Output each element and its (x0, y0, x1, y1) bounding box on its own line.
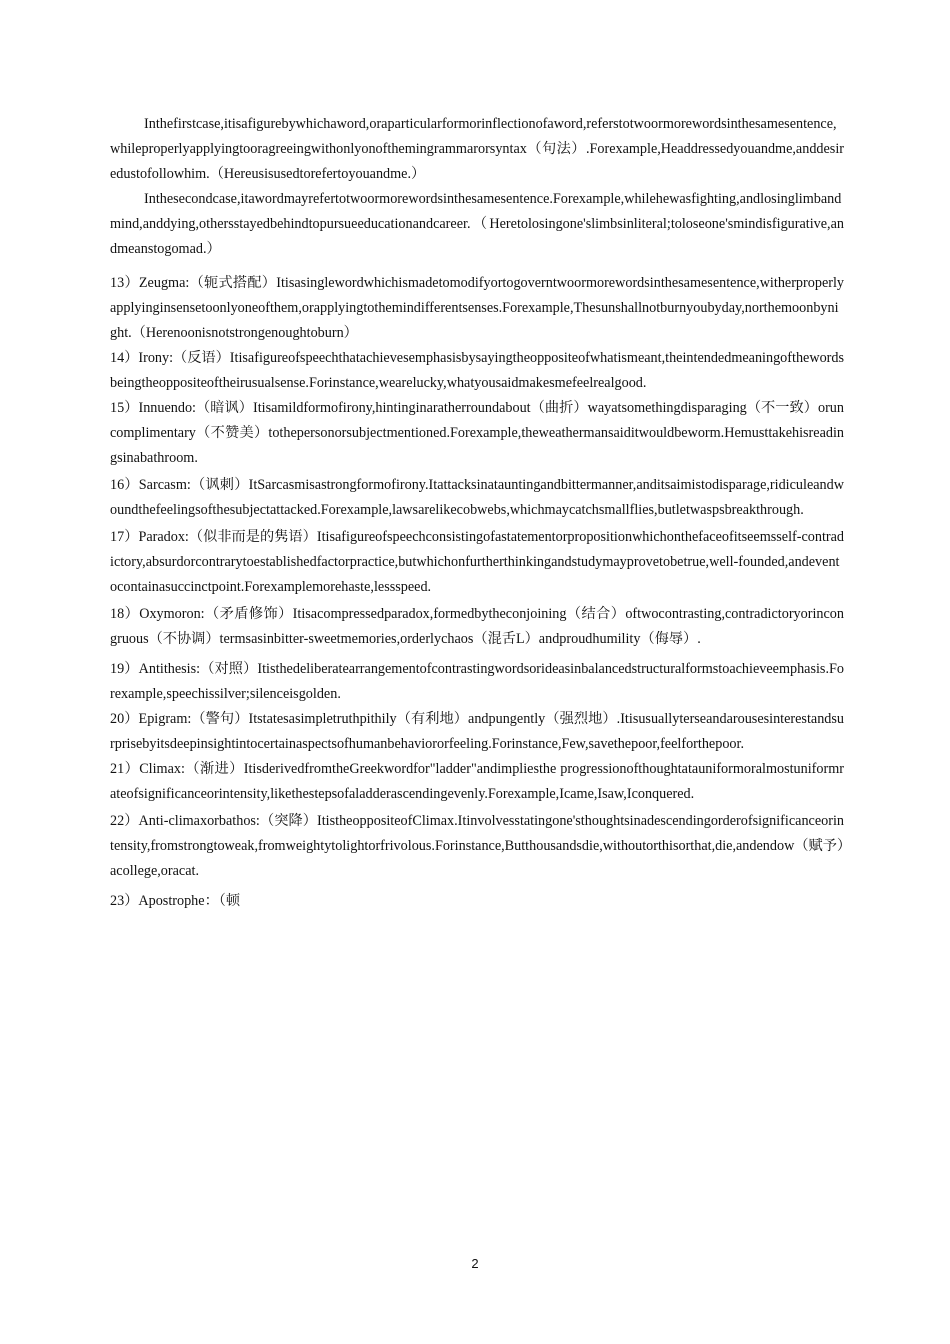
entry-innuendo: 15）Innuendo:（暗讽）Itisamildformofirony,hintinginaratherroundabout（曲折）wayatsomethingdisparaging（不一致）oruncomplimentary（不赞美）tothepersonorsubjectmentioned.Forexample,theweathermansaiditwouldbeworm.Hemusttakehisreadingsinabathroom. (110, 400, 844, 466)
entry-apostrophe: 23）Apostrophe：（顿 (110, 893, 241, 909)
entry-zeugma: 13）Zeugma:（轭式搭配）Itisasinglewordwhichismadetomodifyortogoverntwoormorewordsinthesamesentence,witherproperlyapplyinginsensetoonlyoneofthem,orapplyingtothemindifferentsenses.Forexample,Thesunshallnotburnyoubyday,northemoonbynight.（Herenoonisnotstrongenoughtoburn） (110, 275, 844, 341)
entry-antithesis: 19）Antithesis:（对照）Itisthedeliberatearrangementofcontrastingwordsorideasinbalancedstructuralformstoachieveemphasis.Forexample,speechissilver;silenceisgolden. (110, 661, 844, 702)
entry-irony: 14）Irony:（反语）Itisafigureofspeechthatachievesemphasisbysayingtheoppositeofwhatismeant,theintendedmeaningofthewordsbeingtheoppositeoftheirusualsense.Forinstance,wearelucky,whatyousaidmakesmefeelrealgood. (110, 350, 845, 391)
entry-climax: 21）Climax:（渐进）ItisderivedfromtheGreekwordfor"ladder"andimpliesthe progressionofthoughtatauniformoralmostuniformrateofsignificanceorintensity,likethestepsofaladderascendingevenly.Forexample,Icame,Isaw,Iconquered. (110, 761, 844, 802)
paragraph-first-case: Inthefirstcase,itisafigurebywhichaword,oraparticularformorinflectionofaword,referstotwoormorewordsinthesamesentence,whileproperlyapplyingtooragreeingwithonlyonofthemingrammarorsyntax（句法）.Forexample,Headdressedyouandme,anddesiredustofollowhim.（Hereusisusedtorefertoyouandme.） (110, 116, 844, 182)
paragraph-second-case: Inthesecondcase,itawordmayrefertotwoormorewordsinthesamesentence.Forexample,whilehewasfighting,andlosinglimbandmind,anddying,othersstayedbehindtopursueeducationandcareer.（Heretolosingone'slimbsinliteral;toloseone'smindisfigurative,andmeanstogomad.） (110, 191, 844, 257)
entry-epigram: 20）Epigram:（警句）Itstatesasimpletruthpithily（有利地）andpungently（强烈地）.Itisusuallyterseandarousesinterestandsurprisebyitsdeepinsightintocertainaspectsofhumanbehaviororfeeling.Forinstance,Few,savethepoor,feelforthepoor. (110, 711, 844, 752)
entry-anti-climax: 22）Anti-climaxorbathos:（突降）ItistheoppositeofClimax.Itinvolvesstatingone'sthoughtsinadescendingorderofsignificanceorintensity,fromstrongtoweak,fromweightytolightorfrivolous.Forinstance,Butthousandsdie,withoutorthisorthat,die,andendow（赋予）acollege,oracat. (110, 813, 844, 879)
entry-oxymoron: 18）Oxymoron:（矛盾修饰）Itisacompressedparadox,formedbytheconjoining（结合）oftwocontrasting,contradictoryorincongruous（不协调）termsasinbitter-sweetmemories,orderlychaos（混舌L）andproudhumility（侮辱）. (110, 606, 844, 647)
entry-sarcasm: 16）Sarcasm:（讽刺）ItSarcasmisastrongformofirony.Itattacksinatauntingandbittermanner,anditsaimistodisparage,ridiculeandwoundthefeelingsofthesubjectattacked.Forexample,lawsarelikecobwebs,whichmaycatchsmallflies,butletwaspsbreakthrough. (110, 477, 844, 518)
entry-paradox: 17）Paradox:（似非而是的隽语）Itisafigureofspeechconsistingofastatementorpropositionwhichonthefaceofitseemsself-contradictory,absurdorcontrarytoestablishedfactorpractice,butwhichonfurtherthinkingandstudymayprovetobetrue,well-founded,andeventocontainasuccinctpoint.Forexamplemorehaste,lessspeed. (110, 529, 844, 595)
page-number: 2 (471, 1256, 479, 1271)
document-body (110, 112, 844, 914)
